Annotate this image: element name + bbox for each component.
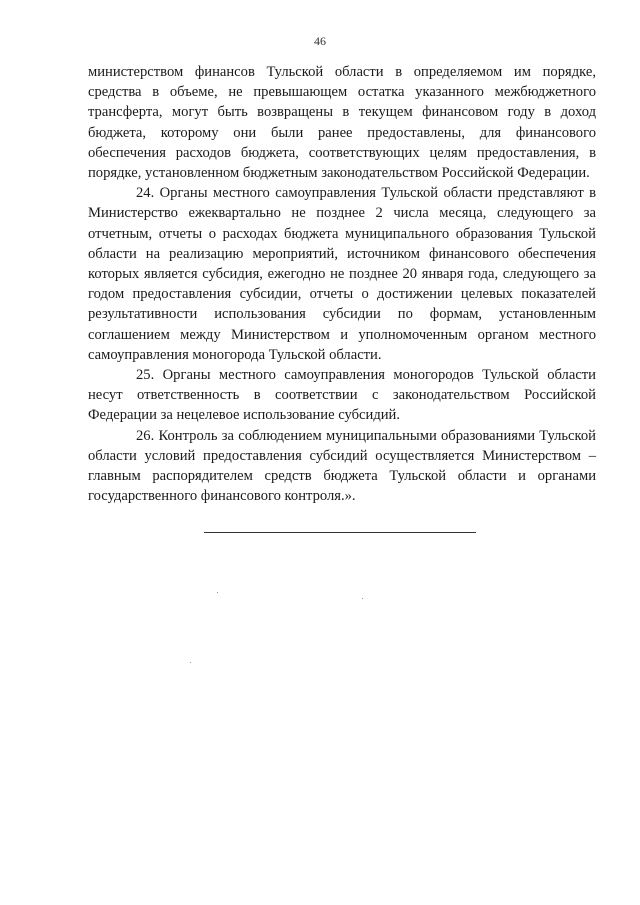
paragraph-item-25: 25. Органы местного самоуправления моногородов Тульской области несут ответственность в соответствии с законодательством Российской Федерации за нецелевое использование субсидий. <box>88 367 596 424</box>
paragraph-item-26: 26. Контроль за соблюдением муниципальными образованиями Тульской области условий предоставления субсидий осуществляется Министерством – главным распорядителем средств бюджета Тульской области и органами государственного финансового контроля.». <box>88 427 596 505</box>
closing-divider-line <box>204 532 476 533</box>
scan-speck <box>217 592 218 593</box>
scan-speck <box>190 662 191 663</box>
paragraph-continuation: министерством финансов Тульской области в определяемом им порядке, средства в объеме, не превышающем остатка указанного межбюджетного трансферта, могут быть возвращены в текущем финансовом году в доход бюджета, которому они были ранее предоставлены, для финансового обеспечения расходов бюджета, соответствующих целям предоставления, в порядке, установленном бюджетным законодательством Российской Федерации. <box>88 64 596 182</box>
document-body <box>88 62 596 506</box>
scan-speck <box>362 598 363 599</box>
page-number: 46 <box>314 34 326 48</box>
paragraph-item-24: 24. Органы местного самоуправления Тульской области представляют в Министерство ежеквартально не позднее 2 числа месяца, следующего за отчетным, отчеты о расходах бюджета муниципального образования Тульской области на реализацию мероприятий, источником финансового обеспечения которых является субсидия, ежегодно не позднее 20 января года, следующего за годом предоставления субсидии, отчеты о достижении целевых показателей результативности использования субсидии по формам, установленным соглашением между Министерством и уполномоченным органом местного самоуправления моногорода Тульской области. <box>88 185 596 363</box>
